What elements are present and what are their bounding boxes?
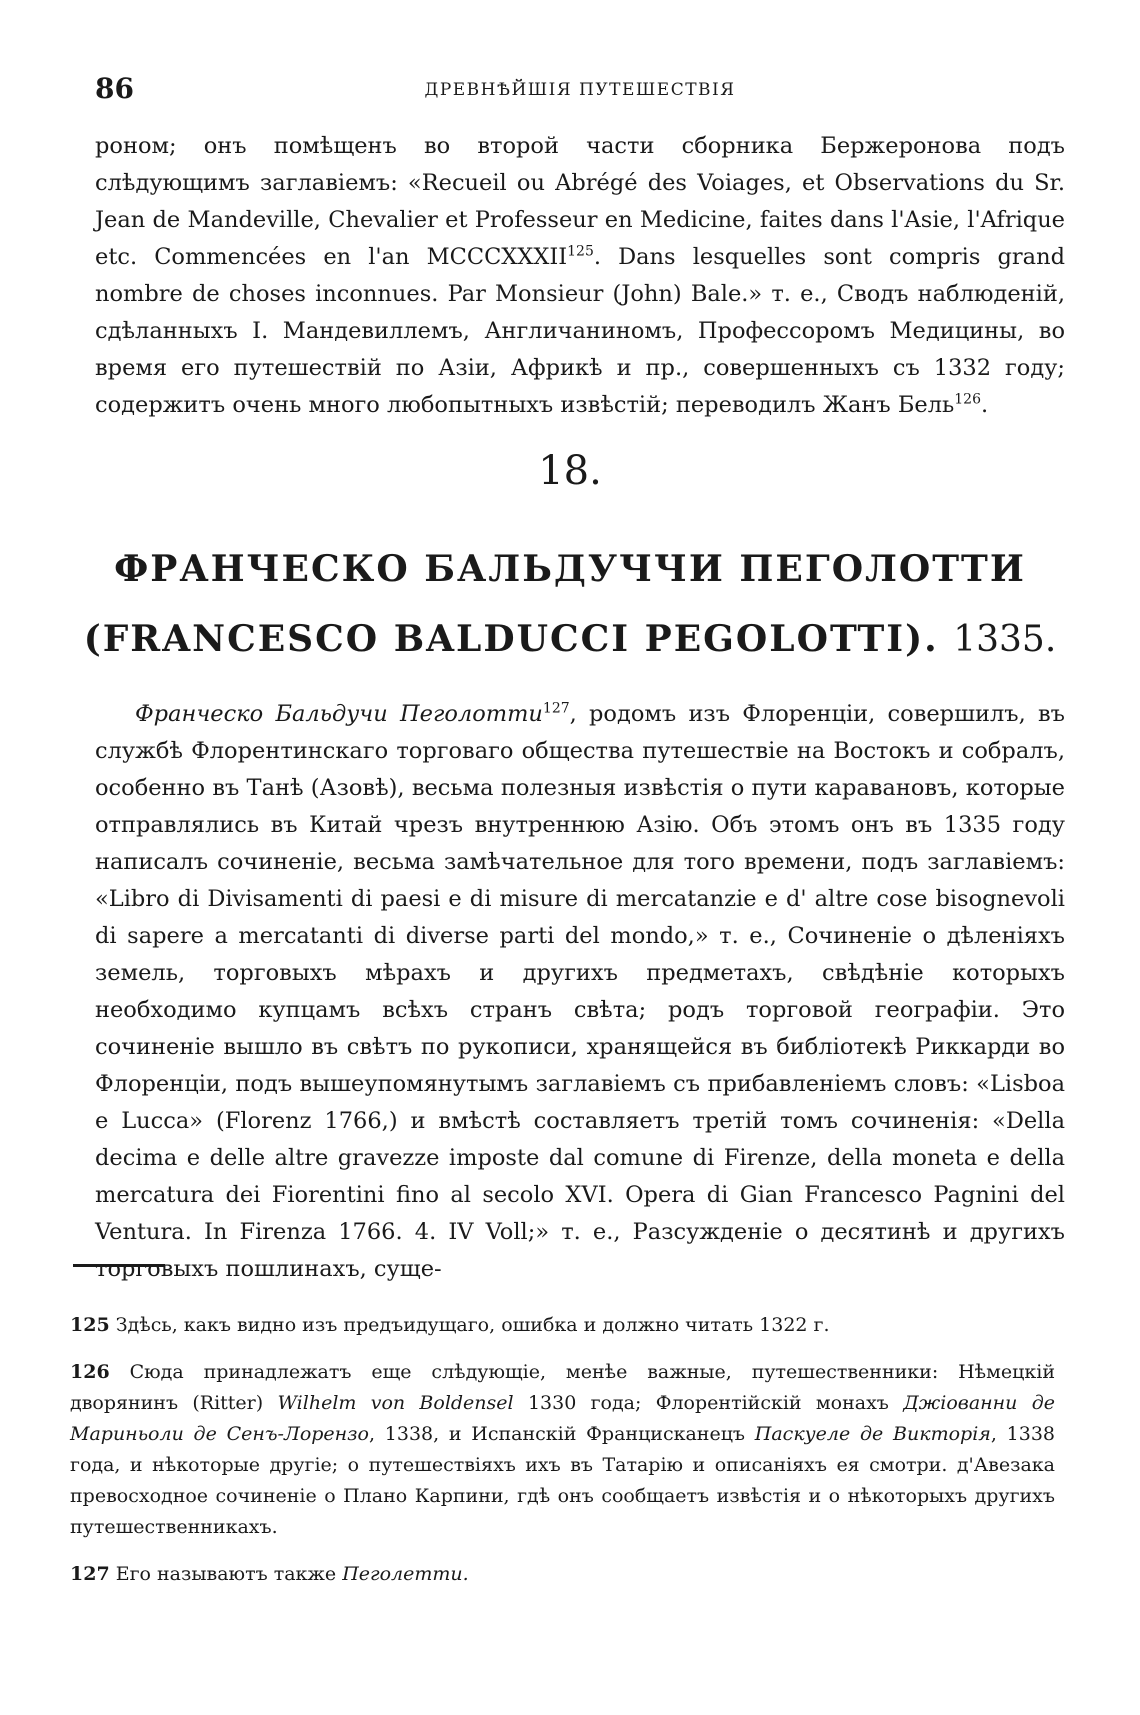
section-title-russian: ФРАНЧЕСКО БАЛЬДУЧЧИ ПЕГОЛОТТИ (114, 548, 1026, 590)
footnote-126: 126 Сюда принадлежатъ еще слѣдующіе, менѣе важные, путешественники: Нѣмецкій дворянинъ (Ritter) Wilhelm von Boldensel 1330 года; Флорентійскій монахъ Джіованни де Мариньоли де Сенъ-Лорензо, 1338, и Испанскій Францисканецъ Паскуеле де Викторія, 1338 года, и нѣкоторые другіе; о путешествіяхъ ихъ въ Татарію и описаніяхъ ея смотри. д'Авезака превосходное сочиненіе о Плано Карпини, гдѣ онъ сообщаетъ извѣстія и о нѣкоторыхъ другихъ путешественникахъ. (70, 1361, 1056, 1538)
footnote-127: 127 Его называютъ также Пеголетти. (70, 1563, 469, 1585)
footnote-ref-126: 126 (954, 391, 981, 408)
footnote-separator (73, 1264, 165, 1267)
section-title-latin: (FRANCESCO BALDUCCI PEGOLOTTI). 1335. (83, 618, 1057, 660)
footnote-125: 125 Здѣсь, какъ видно изъ предъидущаго, ошибка и должно читать 1322 г. (70, 1314, 830, 1336)
intro-paragraph: роном; онъ помѣщенъ во второй части сборника Бержеронова подъ слѣдующимъ заглавіемъ: «Recueil ou Abrégé des Voiages, et Observations du Sr. Jean de Mandeville, Chevalier et Professeur en Medicine, faites dans l'Asie, l'Afrique etc. Commencées en l'an MCCCXXXII$^{125}$. Dans lesquelles sont compris grand nombre de choses inconnues. Par Monsieur (John) Bale.» т. е., Сводъ наблюденій, сдѣланныхъ I. Мандевиллемъ, Англичаниномъ, Профессоромъ Медицины, во время его путешествій по Азіи, Африкѣ и пр., совершенныхъ съ 1332 году; содержитъ очень много любопытныхъ извѣстій; переводилъ Жанъ Бель$^{126}$. (95, 133, 1065, 418)
section-year: 1335. (953, 619, 1057, 660)
footnotes (70, 1310, 1055, 1606)
page-header (95, 72, 1065, 112)
section-number: 18. (538, 448, 602, 494)
traveler-name: Франческо Бальдучи Пеголотти (135, 701, 543, 727)
footnote-ref-125: 125 (567, 243, 594, 260)
footnote-ref-127: 127 (542, 700, 570, 717)
running-title: ДРЕВНѢЙШІЯ ПУТЕШЕСТВІЯ (424, 80, 736, 100)
page-number: 86 (95, 72, 134, 105)
main-paragraph: Франческо Бальдучи Пеголотти$^{127}$, родомъ изъ Флоренціи, совершилъ, въ службѣ Флорентинскаго торговаго общества путешествіе на Востокъ и собралъ, особенно въ Танѣ (Азовѣ), весьма полезныя извѣстія о пути каравановъ, которые отправлялись въ Китай чрезъ внутреннюю Азію. Объ этомъ онъ въ 1335 году написалъ сочиненіе, весьма замѣчательное для того времени, подъ заглавіемъ: «Libro di Divisamenti di paesi e di misure di mercatanzie e d' altre cose bisognevoli di sapere a mercatanti di diverse parti del mondo,» т. е., Сочиненіе о дѣленіяхъ земель, торговыхъ мѣрахъ и другихъ предметахъ, свѣдѣніе которыхъ необходимо купцамъ всѣхъ странъ свѣта; родъ торговой географіи. Это сочиненіе вышло въ свѣтъ по рукописи, хранящейся въ библіотекѣ Риккарди во Флоренціи, подъ вышеупомянутымъ заглавіемъ съ прибавленіемъ словъ: «Lisboa e Lucca» (Florenz 1766,) и вмѣстѣ составляетъ третій томъ сочиненія: «Della decima e delle altre gravezze imposte dal comune di Firenze, della moneta e della mercatura dei Fiorentini fino al secolo XVI. Opera di Gian Francesco Pagnini del Ventura. In Firenza 1766. 4. IV Voll;» т. е., Разсужденіе о десятинѣ и другихъ торговыхъ пошлинахъ, суще- (95, 700, 1065, 1282)
